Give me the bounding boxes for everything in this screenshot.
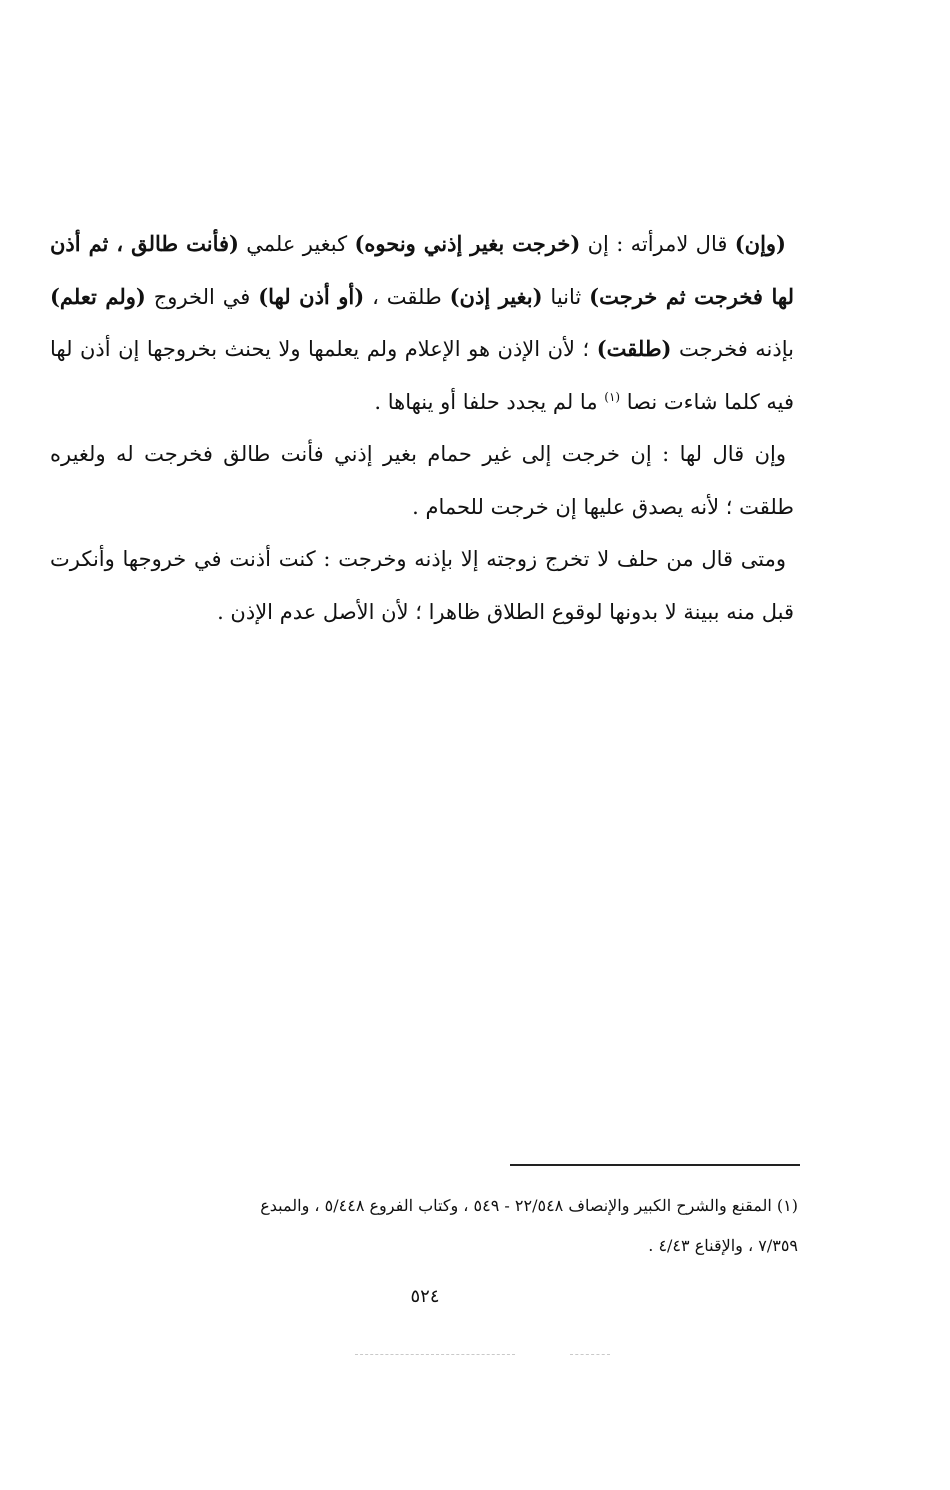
text-segment: (أو أذن لها) [258,283,365,309]
text-segment: ما لم يجدد حلفا أو ينهاها . [374,389,605,414]
main-text [50,218,794,638]
paragraph [50,218,794,428]
footnote-line: ٧/٣٥٩ ، والإقناع ٤/٤٣ . [648,1236,798,1255]
text-segment: ومتى قال من حلف لا تخرج زوجته إلا بإذنه وخرجت : كنت أذنت في خروجها وأنكرت قبل منه ببينة لا بدونها لوقوع الطلاق ظاهرا ؛ لأن الأصل عدم الإذن . [50,547,794,624]
paragraph [50,428,794,533]
scan-artifact [355,1354,515,1355]
text-segment: في الخروج [145,284,259,309]
text-segment: (وإن) [734,231,786,256]
text-segment: (خرجت بغير إذني ونحوه) [354,231,581,256]
text-segment: ثانيا [542,284,590,309]
text-segment: (ولم تعلم) [50,283,146,309]
text-segment: (طلقت) [596,336,672,361]
scan-artifact [570,1354,610,1355]
text-segment: قال لامرأته : إن [580,232,735,256]
paragraph [50,533,794,638]
text-segment: وإن قال لها : إن خرجت إلى غير حمام بغير إذني فأنت طالق فخرجت له ولغيره طلقت ؛ لأنه يصدق عليها إن خرجت للحمام . [50,442,794,519]
text-segment: كبغير علمي [238,232,355,256]
text-segment: (فأنت طالق ، ثم أذن لها فخرجت ثم خرجت) [50,231,794,309]
footnote-divider [510,1164,800,1166]
footnote-reference[interactable]: (١) [604,389,621,404]
text-segment: (بغير إذن) [449,283,543,309]
text-segment: طلقت ، [364,284,450,309]
text-segment: ؛ لأن الإذن هو الإعلام ولم يعلمها ولا يحنث بخروجها إن أذن لها فيه كلما شاءت نصا [50,337,794,414]
text-segment: بإذنه فخرجت [671,337,794,361]
footnote [50,1186,798,1266]
page-number: ٥٢٤ [410,1286,440,1307]
footnote-line: (١) المقنع والشرح الكبير والإنصاف ٢٢/٥٤٨ - ٥٤٩ ، وكتاب الفروع ٥/٤٤٨ ، والمبدع [260,1196,798,1215]
